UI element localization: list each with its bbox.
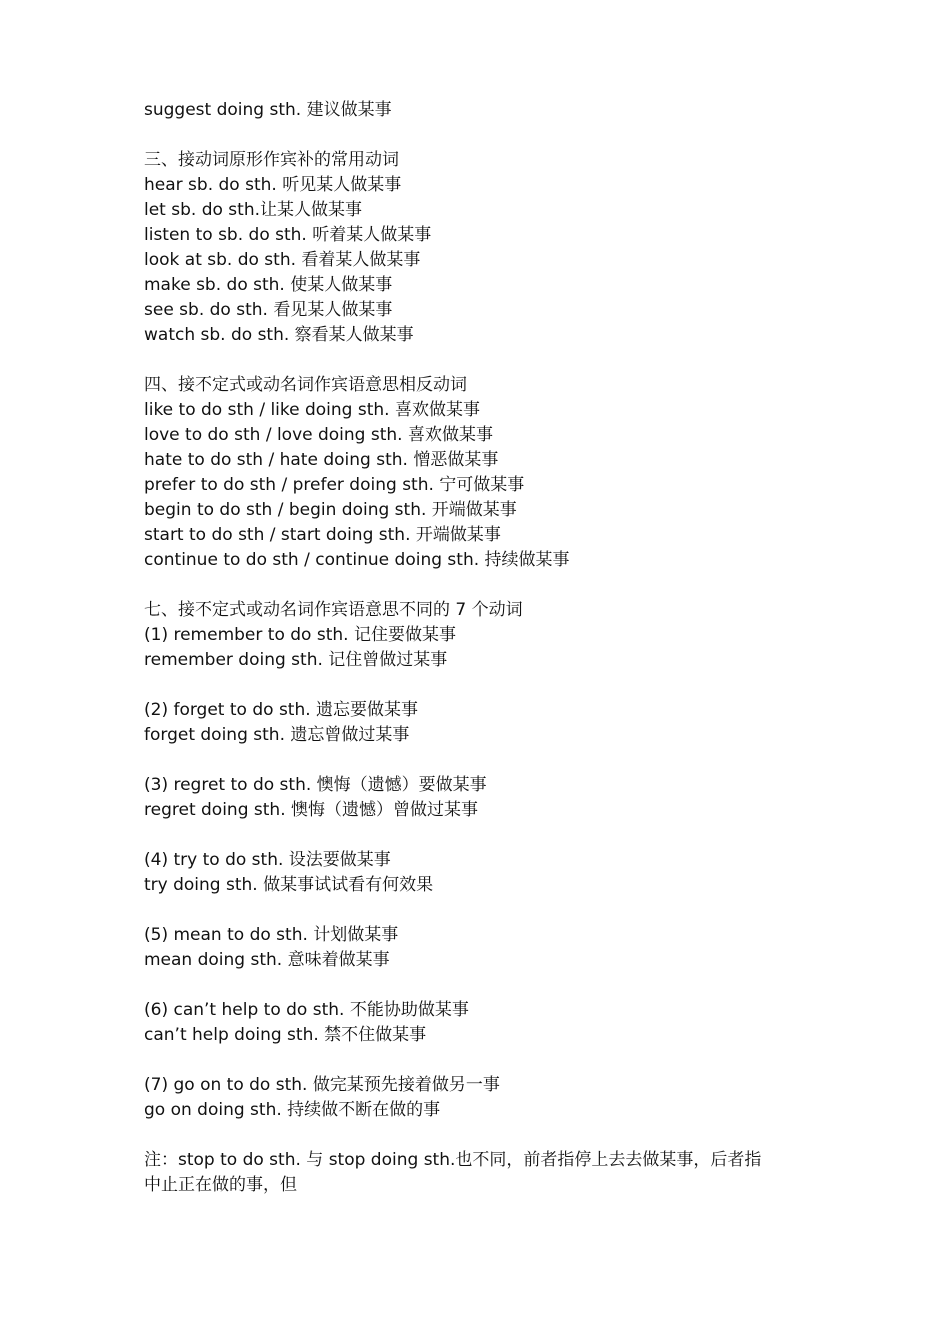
section4-line: hate to do sth / hate doing sth. 憎恶做某事: [144, 450, 499, 470]
verb-pair-item: forget doing sth. 遗忘曾做过某事: [144, 725, 410, 745]
document-body: [144, 98, 824, 1198]
spacer: [144, 973, 824, 998]
verb-pair-item: (4) try to do sth. 设法要做某事: [144, 850, 391, 870]
spacer: [144, 898, 824, 923]
verb-pair-item: mean doing sth. 意味着做某事: [144, 950, 390, 970]
verb-pair-item: (3) regret to do sth. 懊悔（遗憾）要做某事: [144, 775, 487, 795]
section-heading-4: 四、接不定式或动名词作宾语意思相反动词: [144, 375, 467, 395]
spacer: [144, 1048, 824, 1073]
section3-line: make sb. do sth. 使某人做某事: [144, 275, 393, 295]
spacer: [144, 1123, 824, 1148]
note-line-1: 注：stop to do sth. 与 stop doing sth.也不同，前者指停上去去做某事，后者指: [144, 1150, 762, 1170]
section4-line: start to do sth / start doing sth. 开端做某事: [144, 525, 501, 545]
verb-pair-item: (6) can’t help to do sth. 不能协助做某事: [144, 1000, 469, 1020]
section4-line: like to do sth / like doing sth. 喜欢做某事: [144, 400, 480, 420]
verb-pair-item: (2) forget to do sth. 遗忘要做某事: [144, 700, 419, 720]
spacer: [144, 823, 824, 848]
spacer: [144, 123, 824, 148]
verb-pair-item: can’t help doing sth. 禁不住做某事: [144, 1025, 427, 1045]
verb-pair-item: (5) mean to do sth. 计划做某事: [144, 925, 399, 945]
section-heading-3: 三、接动词原形作宾补的常用动词: [144, 150, 399, 170]
spacer: [144, 748, 824, 773]
section4-line: prefer to do sth / prefer doing sth. 宁可做某事: [144, 475, 525, 495]
section3-line: see sb. do sth. 看见某人做某事: [144, 300, 393, 320]
verb-pair-item: try doing sth. 做某事试试看有何效果: [144, 875, 434, 895]
section-heading-7: 七、接不定式或动名词作宾语意思不同的 7 个动词: [144, 600, 523, 620]
section4-line: begin to do sth / begin doing sth. 开端做某事: [144, 500, 517, 520]
verb-pair-item: (1) remember to do sth. 记住要做某事: [144, 625, 456, 645]
section4-line: continue to do sth / continue doing sth. 持续做某事: [144, 550, 570, 570]
section3-line: listen to sb. do sth. 听着某人做某事: [144, 225, 432, 245]
section3-line: look at sb. do sth. 看着某人做某事: [144, 250, 421, 270]
section3-line: watch sb. do sth. 察看某人做某事: [144, 325, 414, 345]
verb-pair-item: (7) go on to do sth. 做完某预先接着做另一事: [144, 1075, 500, 1095]
verb-pair-item: remember doing sth. 记住曾做过某事: [144, 650, 448, 670]
verb-pair-item: regret doing sth. 懊悔（遗憾）曾做过某事: [144, 800, 478, 820]
intro-line: suggest doing sth. 建议做某事: [144, 100, 392, 120]
spacer: [144, 573, 824, 598]
section3-line: let sb. do sth.让某人做某事: [144, 200, 363, 220]
spacer: [144, 348, 824, 373]
spacer: [144, 673, 824, 698]
verb-pair-item: go on doing sth. 持续做不断在做的事: [144, 1100, 441, 1120]
section3-line: hear sb. do sth. 听见某人做某事: [144, 175, 402, 195]
note-line-2: 中止正在做的事，但: [144, 1175, 297, 1195]
section4-line: love to do sth / love doing sth. 喜欢做某事: [144, 425, 493, 445]
